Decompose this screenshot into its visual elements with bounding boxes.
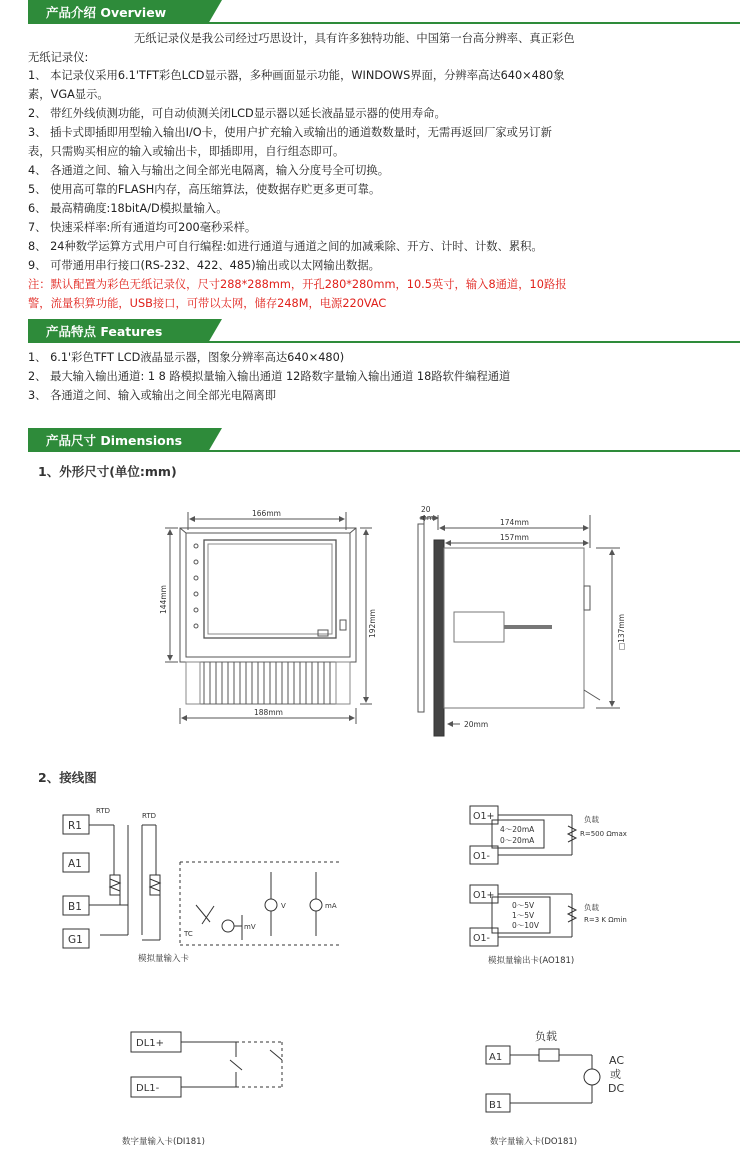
ma-label: mA: [325, 902, 337, 910]
overview-line: 5、 使用高可靠的FLASH内存，高压缩算法，使数据存贮更多更可靠。: [28, 183, 381, 196]
ao-load: 负载: [584, 903, 599, 912]
tc-label: TC: [184, 930, 193, 938]
ao-resistance: R=3 K Ωmin: [584, 916, 627, 924]
analog-out-caption: 模拟量输出卡(AO181): [488, 956, 575, 966]
analog-in-term-b1: B1: [68, 901, 82, 913]
ao-term-o1plus: O1+: [473, 811, 495, 822]
mv-label: mV: [244, 923, 256, 931]
rtd-label: RTD: [142, 812, 157, 820]
analog-in-term-g1: G1: [68, 934, 83, 946]
do-source-or: 或: [610, 1068, 621, 1081]
overview-line: 素，VGA显示。: [28, 88, 109, 101]
overview-line: 1、 本记录仪采用6.1'TFT彩色LCD显示器，多种画面显示功能，WINDOWS界面，分辨率高达640×480象: [28, 69, 565, 82]
digital-in-caption: 数字量输入卡(DI181): [122, 1137, 205, 1147]
side-dim-unit: mm: [420, 514, 434, 522]
overview-line: 7、 快速采样率:所有通道均可200毫秒采样。: [28, 221, 257, 234]
side-dim-137: □137mm: [617, 613, 626, 650]
ao-resistance: R=500 Ωmax: [580, 830, 627, 838]
ao-term-o1minus: O1-: [473, 933, 490, 944]
ao-term-o1plus: O1+: [473, 890, 495, 901]
overview-line: 4、 各通道之间、输入与输出之间全部光电隔离，输入分度号全可切换。: [28, 164, 389, 177]
analog-in-term-r1: R1: [68, 820, 82, 832]
overview-line: 9、 可带通用串行接口(RS-232、422、485)输出或以太网输出数据。: [28, 259, 380, 272]
features-line: 3、 各通道之间、输入或输出之间全部光电隔离即: [28, 389, 277, 402]
v-label: V: [281, 902, 286, 910]
front-height-right: 192mm: [368, 609, 377, 638]
front-view-drawing: [165, 512, 372, 724]
do-load-label: 负载: [535, 1030, 557, 1043]
ao-range-v: 0～10V: [512, 921, 539, 930]
digital-out-caption: 数字量输入卡(DO181): [490, 1137, 578, 1147]
analog-input-wiring: [63, 815, 342, 948]
do-term-b1: B1: [489, 1100, 503, 1111]
overview-line: 无纸记录仪:: [28, 51, 89, 64]
do-term-a1: A1: [489, 1052, 503, 1063]
digital-output-wiring: [486, 1046, 600, 1112]
front-width-bottom: 188mm: [254, 708, 283, 717]
analog-in-caption: 模拟量输入卡: [138, 954, 190, 964]
features-line: 1、 6.1'彩色TFT LCD液晶显示器，图象分辨率高达640×480): [28, 351, 345, 364]
ao-term-o1minus: O1-: [473, 851, 490, 862]
overview-intro: 无纸记录仪是我公司经过巧思设计，具有许多独特功能、中国第一台高分辨率、真正彩色: [134, 32, 575, 45]
front-height-left: 144mm: [159, 585, 168, 614]
features-line: 2、 最大输入输出通道: 1 8 路模拟量输入输出通道 12路数字量输入输出通道 18路软件编程通道: [28, 370, 511, 383]
side-dim-20: 20mm: [464, 720, 489, 729]
overview-note: 注：默认配置为彩色无纸记录仪，尺寸288*288mm，开孔280*280mm，10.5英寸，输入8通道，10路报: [28, 278, 567, 291]
side-dim-157: 157mm: [500, 533, 529, 542]
front-width-top: 166mm: [252, 509, 281, 518]
dimensions-subtitle: 1、外形尺寸(单位:mm): [38, 464, 177, 479]
ao-load: 负载: [584, 815, 599, 824]
do-source-ac: AC: [609, 1054, 625, 1067]
ao-range-v: 1～5V: [512, 911, 535, 920]
overview-line: 2、 带红外线侦测功能，可自动侦测关闭LCD显示器以延长液晶显示器的使用寿命。: [28, 107, 446, 120]
wiring-subtitle: 2、接线图: [38, 770, 97, 785]
di-term-minus: DL1-: [136, 1083, 160, 1094]
overview-line: 6、 最高精确度:18bitA/D模拟量输入。: [28, 202, 228, 215]
overview-line: 3、 插卡式即插即用型输入输出I/O卡，使用户扩充输入或输出的通道数数量时，无需再返回厂家或另订新: [28, 126, 552, 139]
ao-range: 0～20mA: [500, 836, 535, 845]
ao-range-v: 0～5V: [512, 901, 535, 910]
rtd-label: RTD: [96, 807, 111, 815]
ao-range: 4～20mA: [500, 825, 535, 834]
overview-heading: 产品介绍 Overview: [46, 5, 167, 20]
side-view-drawing: [418, 515, 620, 736]
side-dim-174: 174mm: [500, 518, 529, 527]
do-source-dc: DC: [608, 1082, 625, 1095]
overview-line: 8、 24种数学运算方式用户可自行编程:如进行通道与通道之间的加减乘除、开方、计时、计数、累积。: [28, 240, 543, 253]
overview-note: 警，流量积算功能，USB接口，可带以太网，储存248M，电源220VAC: [28, 297, 387, 310]
analog-in-term-a1: A1: [68, 858, 82, 870]
dimensions-heading: 产品尺寸 Dimensions: [46, 433, 183, 448]
features-heading: 产品特点 Features: [46, 324, 163, 339]
di-term-plus: DL1+: [136, 1038, 165, 1049]
side-dim-t: 20: [421, 505, 431, 514]
overview-line: 表，只需购买相应的输入或输出卡，即插即用，自行组态即可。: [28, 145, 345, 158]
